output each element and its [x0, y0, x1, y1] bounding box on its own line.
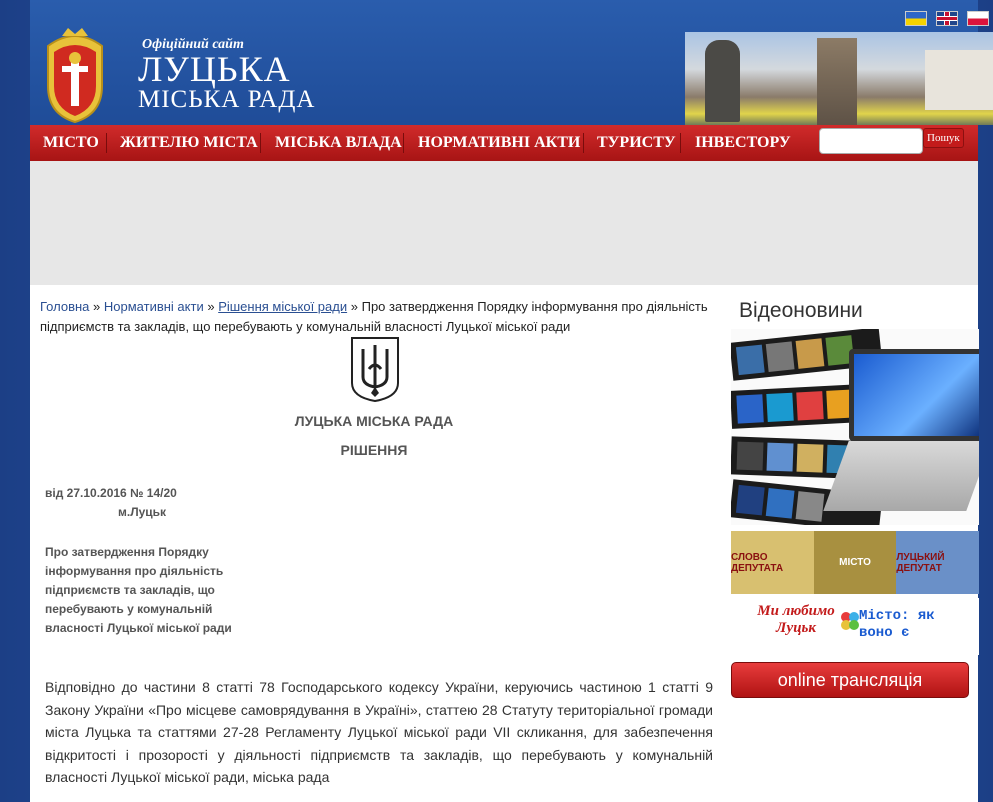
breadcrumb-decisions[interactable]: Рішення міської ради — [218, 299, 348, 314]
nav-divider — [403, 133, 404, 153]
laptop-screen-image — [849, 349, 979, 441]
nav-divider — [260, 133, 261, 153]
city-building-image — [925, 50, 993, 110]
site-subtitle: Офіційний сайт — [142, 37, 244, 52]
decision-date: від 27.10.2016 № 14/20 — [45, 486, 177, 500]
header-photo-collage — [685, 32, 993, 125]
site-title[interactable]: ЛУЦЬКА — [138, 49, 291, 89]
city-coat-of-arms-logo[interactable] — [40, 26, 110, 124]
nav-item-residents[interactable]: ЖИТЕЛЮ МІСТА — [120, 134, 258, 151]
breadcrumb-home[interactable]: Головна — [40, 299, 90, 314]
council-name: ЛУЦЬКА МІСЬКА РАДА — [294, 413, 454, 429]
promo-misto[interactable]: МІСТО — [814, 531, 897, 594]
breadcrumb-current: Про затвердження Порядку інформування про діяльність підприємств та закладів, що перебувають у комунальній власності Луцької міської ради — [40, 299, 708, 334]
nav-divider — [583, 133, 584, 153]
nav-item-tourist[interactable]: ТУРИСТУ — [597, 134, 676, 151]
castle-tower-image — [817, 38, 857, 125]
main-nav — [30, 125, 978, 161]
nav-item-misto[interactable]: МІСТО — [43, 134, 99, 151]
nav-divider — [680, 133, 681, 153]
promo-we-love-lutsk[interactable]: Ми любимо Луцьк — [757, 603, 835, 636]
banner-area — [30, 161, 978, 286]
laptop-keyboard-image — [823, 441, 979, 511]
monument-image — [705, 40, 740, 122]
polish-flag-icon[interactable] — [967, 11, 989, 26]
nav-item-investor[interactable]: ІНВЕСТОРУ — [695, 134, 791, 151]
search-button[interactable]: Пошук — [923, 128, 964, 148]
breadcrumb-separator: » — [207, 299, 215, 314]
ukrainian-flag-icon[interactable] — [905, 11, 927, 26]
nav-item-government[interactable]: МІСЬКА ВЛАДА — [275, 134, 402, 151]
decision-city: м.Луцьк — [118, 505, 167, 519]
online-broadcast-button[interactable]: online трансляція — [731, 662, 969, 698]
main-content — [30, 285, 978, 802]
breadcrumb-separator: » — [93, 299, 101, 314]
site-title-line2[interactable]: МІСЬКА РАДА — [138, 86, 316, 113]
site-header — [30, 0, 978, 125]
video-news-banner[interactable] — [731, 329, 979, 525]
document-type: РІШЕННЯ — [340, 442, 408, 458]
search-input[interactable] — [819, 128, 923, 154]
promo-city-as-it-is[interactable]: Місто: як воно є — [859, 608, 935, 641]
english-flag-icon[interactable] — [936, 11, 958, 26]
nav-item-normative-acts[interactable]: НОРМАТИВНІ АКТИ — [418, 134, 581, 151]
nav-divider — [106, 133, 107, 153]
language-switcher — [905, 11, 989, 26]
decision-subject: Про затвердження Порядку інформування про діяльність підприємств та закладів, що перебувають у комунальній власності Луцької міської ради — [45, 545, 232, 635]
breadcrumb-separator: » — [350, 299, 358, 314]
decision-body: Відповідно до частини 8 статті 78 Господарського кодексу України, керуючись частиною 1 статті 9 Закону України «Про місцеве самоврядування в Україні», статтею 28 Статуту територіальної громади міста Луцька та статтями 27-28 Регламенту Луцької міської ради VII скликання, для забезпечення відкритості і прозорості у діяльності підприємств та закладів, що перебувають у комунальній власності Луцької міської ради, міська рада — [45, 679, 713, 785]
breadcrumb-normative-acts[interactable]: Нормативні акти — [103, 299, 204, 314]
city-promo-banner[interactable] — [731, 598, 979, 655]
flower-icon — [839, 610, 861, 632]
sidebar-title: Відеоновини — [739, 299, 863, 322]
ukraine-trident-icon — [349, 335, 401, 403]
breadcrumb — [40, 297, 720, 337]
promo-slovo-deputata[interactable]: СЛОВО ДЕПУТАТА — [731, 531, 814, 594]
promo-lutsk-deputy[interactable]: ЛУЦЬКИЙ ДЕПУТАТ — [896, 531, 979, 594]
deputies-promo-banner[interactable] — [731, 531, 979, 594]
